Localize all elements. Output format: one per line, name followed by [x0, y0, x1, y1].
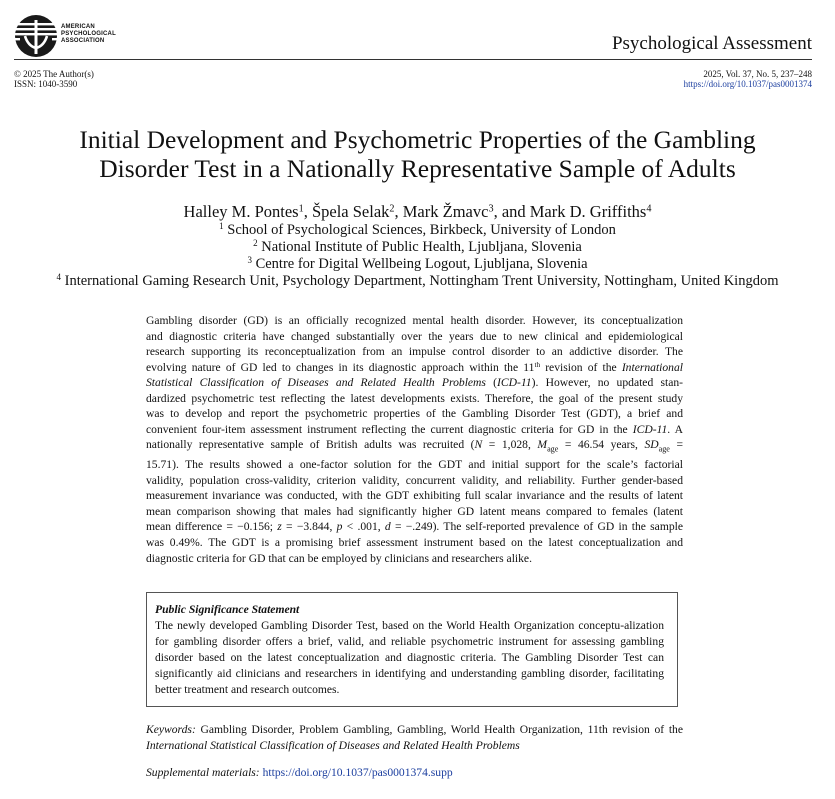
author-list: Halley M. Pontes$^1$, Špela Selak$^2$, Mark Žmavc$^3$, and Mark D. Griffiths$^4$: [183, 202, 652, 221]
volume-info: 2025, Vol. 37, No. 5, 237–248: [703, 69, 812, 79]
page-header: [14, 14, 812, 61]
supplemental-label: Supplemental materials:: [146, 766, 260, 779]
keywords: Keywords: Gambling Disorder, Problem Gambling, Gambling, World Health Organization, 11th revision of the International Statistical Classification of Diseases and Related Health Problems: [146, 723, 683, 752]
affiliation: $^3$ Centre for Digital Wellbeing Logout, Ljubljana, Slovenia: [247, 255, 588, 272]
abstract: Gambling disorder (GD) is an officially recognized mental health disorder. However, its conceptualization and diagnostic criteria have changed substantially over the years due to new clinical and epidemiological research supporting its reconceptualization from an impulse control disorder to an addictive disorder. The evolving nature of GD led to changes in its diagnostic approach within the 11th revision of the International Statistical Classification of Diseases and Related Health Problems (ICD-11). However, no updated stan- dardized psychometric test reflecting the latest developments exists. Therefore, the goal of the present study was to develop and report the psychometric properties of the Gambling Disorder Test (GDT), a brief and convenient four-item assessment instrument reflecting the current diagnostic criteria for GD in the ICD-11. A nationally representative sample of British adults was recruited (N = 1,028, $M_{age} = 46.54$ years, $SD_{age}$ = 15.71). The results showed a one-factor solution for the GDT and initial support for the scale’s factorial validity, population cross-validity, criterion validity, concurrent validity, and reliability. Further gender-based measurement invariance was conducted, with the GDT exhibiting full scalar invariance and the results of latent mean comparison showing that males had significantly higher GD latent means compared to females (latent mean difference = −0.156; z = −3.844, p < .001, d = −.249). The self-reported prevalence of GD in the sample was 0.49%. The GDT is a promising brief assessment instrument based on the latest conceptualization and diagnostic criteria for GD that can be employed by clinicians and researchers alike.: [146, 314, 684, 565]
keywords-label: Keywords:: [146, 723, 196, 736]
header-divider: [14, 59, 812, 60]
affiliation: $^4$ International Gaming Research Unit, Psychology Department, Nottingham Trent University, Nottingham, United Kingdom: [56, 272, 779, 289]
author-name: Špela Selak: [311, 202, 390, 221]
article-title: Initial Development and Psychometric Properties of the Gambling Disorder Test in a Nationally Representative Sample of Adults: [79, 125, 756, 183]
apa-logo-icon: [14, 14, 58, 58]
affiliation: $^1$ School of Psychological Sciences, Birkbeck, University of London: [219, 221, 616, 238]
copyright-block: [14, 69, 94, 89]
supplemental-materials: [146, 765, 683, 781]
public-significance-body: The newly developed Gambling Disorder Test, based on the World Health Organization conceptu-alization for gambling disorder offers a brief, valid, and reliable psychometric instrument for assessing gambling disorder based on the latest conceptualization and diagnostic criteria. The Gambling Disorder Test can significantly aid clinicians and researchers in identifying and understanding gambling disorder, facilitating better treatment and research outcomes.: [155, 619, 664, 696]
citation-block: [684, 69, 812, 89]
doi-link[interactable]: https://doi.org/10.1037/pas0001374: [683, 79, 812, 89]
supplemental-link[interactable]: https://doi.org/10.1037/pas0001374.supp: [262, 766, 453, 779]
journal-name: Psychological Assessment: [611, 33, 812, 54]
copyright: © 2025 The Author(s): [14, 69, 94, 79]
affiliations: [20, 222, 815, 290]
affiliation: $^2$ National Institute of Public Health, Ljubljana, Slovenia: [253, 238, 582, 255]
author-name: Mark Žmavc: [402, 202, 489, 221]
public-significance-box: [146, 592, 678, 707]
public-significance-title: Public Significance Statement: [155, 603, 300, 616]
author-name: Mark D. Griffiths: [529, 202, 647, 221]
author-name: Halley M. Pontes: [183, 202, 299, 221]
issn: ISSN: 1040-3590: [14, 79, 78, 89]
apa-wordmark: AMERICAN PSYCHOLOGICAL ASSOCIATION: [61, 24, 116, 44]
